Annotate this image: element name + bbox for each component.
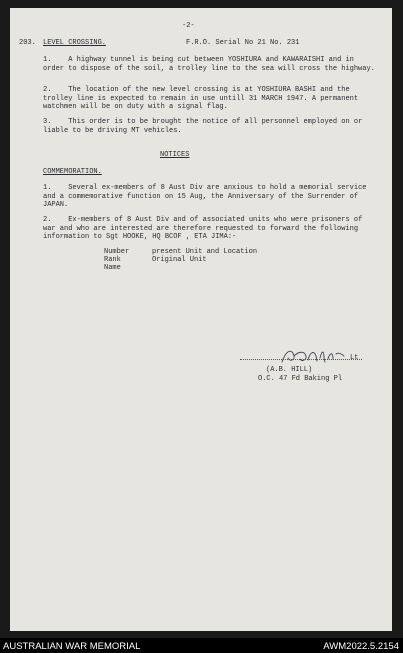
paragraph-number: 3.: [43, 118, 52, 126]
footer-accession-number: AWM2022.5.2154: [323, 641, 399, 652]
section-title: LEVEL CROSSING.: [43, 39, 107, 47]
paragraph-text: This order is to be brought the notice of all personnel employed on or liable to be driving MT vehicles.: [43, 118, 363, 135]
section-paragraph-3: [43, 118, 375, 135]
footer-institution: AUSTRALIAN WAR MEMORIAL: [3, 641, 141, 652]
section-paragraph-2: [43, 86, 375, 112]
notice-paragraph-2: [43, 216, 375, 242]
info-field-rank: Rank: [104, 256, 121, 264]
section-ref: F.R.O. Serial No 21 No. 231: [186, 39, 300, 47]
signature-line: [240, 359, 362, 360]
page-number: -2-: [182, 22, 195, 30]
paragraph-number: 1.: [43, 56, 52, 64]
paragraph-text: Several ex-members of 8 Aust Div are anxious to hold a memorial service and a commemorative function on 15 Aug, the Anniversary of the Surrender of JAPAN.: [43, 184, 367, 210]
info-field-number: Number: [104, 248, 130, 256]
section-paragraph-1: [43, 56, 375, 73]
notices-heading: NOTICES: [160, 151, 190, 159]
paragraph-text: Ex-members of 8 Aust Div and of associated units who were prisoners of war and who are interested are therefore requested to forward the following information to Sgt HOOKE, HQ BCOF , ETA JIMA:-: [43, 216, 363, 242]
paragraph-number: 2.: [43, 86, 52, 94]
commemoration-heading: COMMEMORATION.: [43, 168, 102, 176]
notice-paragraph-1: [43, 184, 375, 210]
signature-rank: Lt: [350, 354, 359, 362]
document-page: [10, 8, 392, 631]
info-detail-original-unit: Original Unit: [152, 256, 207, 264]
paragraph-number: 1.: [43, 184, 52, 192]
paragraph-text: A highway tunnel is being cut between YOSHIURA and KAWARAISHI and in order to dispose of the soil, a trolley line to the sea will cross the highway.: [43, 56, 375, 73]
signatory-title: O.C. 47 Fd Baking Pl: [258, 375, 343, 383]
signatory-name: (A.B. HILL): [266, 366, 313, 374]
section-number: 203.: [19, 39, 36, 47]
archive-footer-bar: [0, 638, 403, 653]
handwritten-signature: [278, 344, 348, 368]
info-detail-unit-location: present Unit and Location: [152, 248, 258, 256]
paragraph-text: The location of the new level crossing is at YOSHIURA BASHI and the trolley line is expected to remain in use untill 31 MARCH 1947. A permanent watchmen will be on duty with a signal flag.: [43, 86, 359, 112]
info-field-name: Name: [104, 264, 121, 272]
paragraph-number: 2.: [43, 216, 52, 224]
